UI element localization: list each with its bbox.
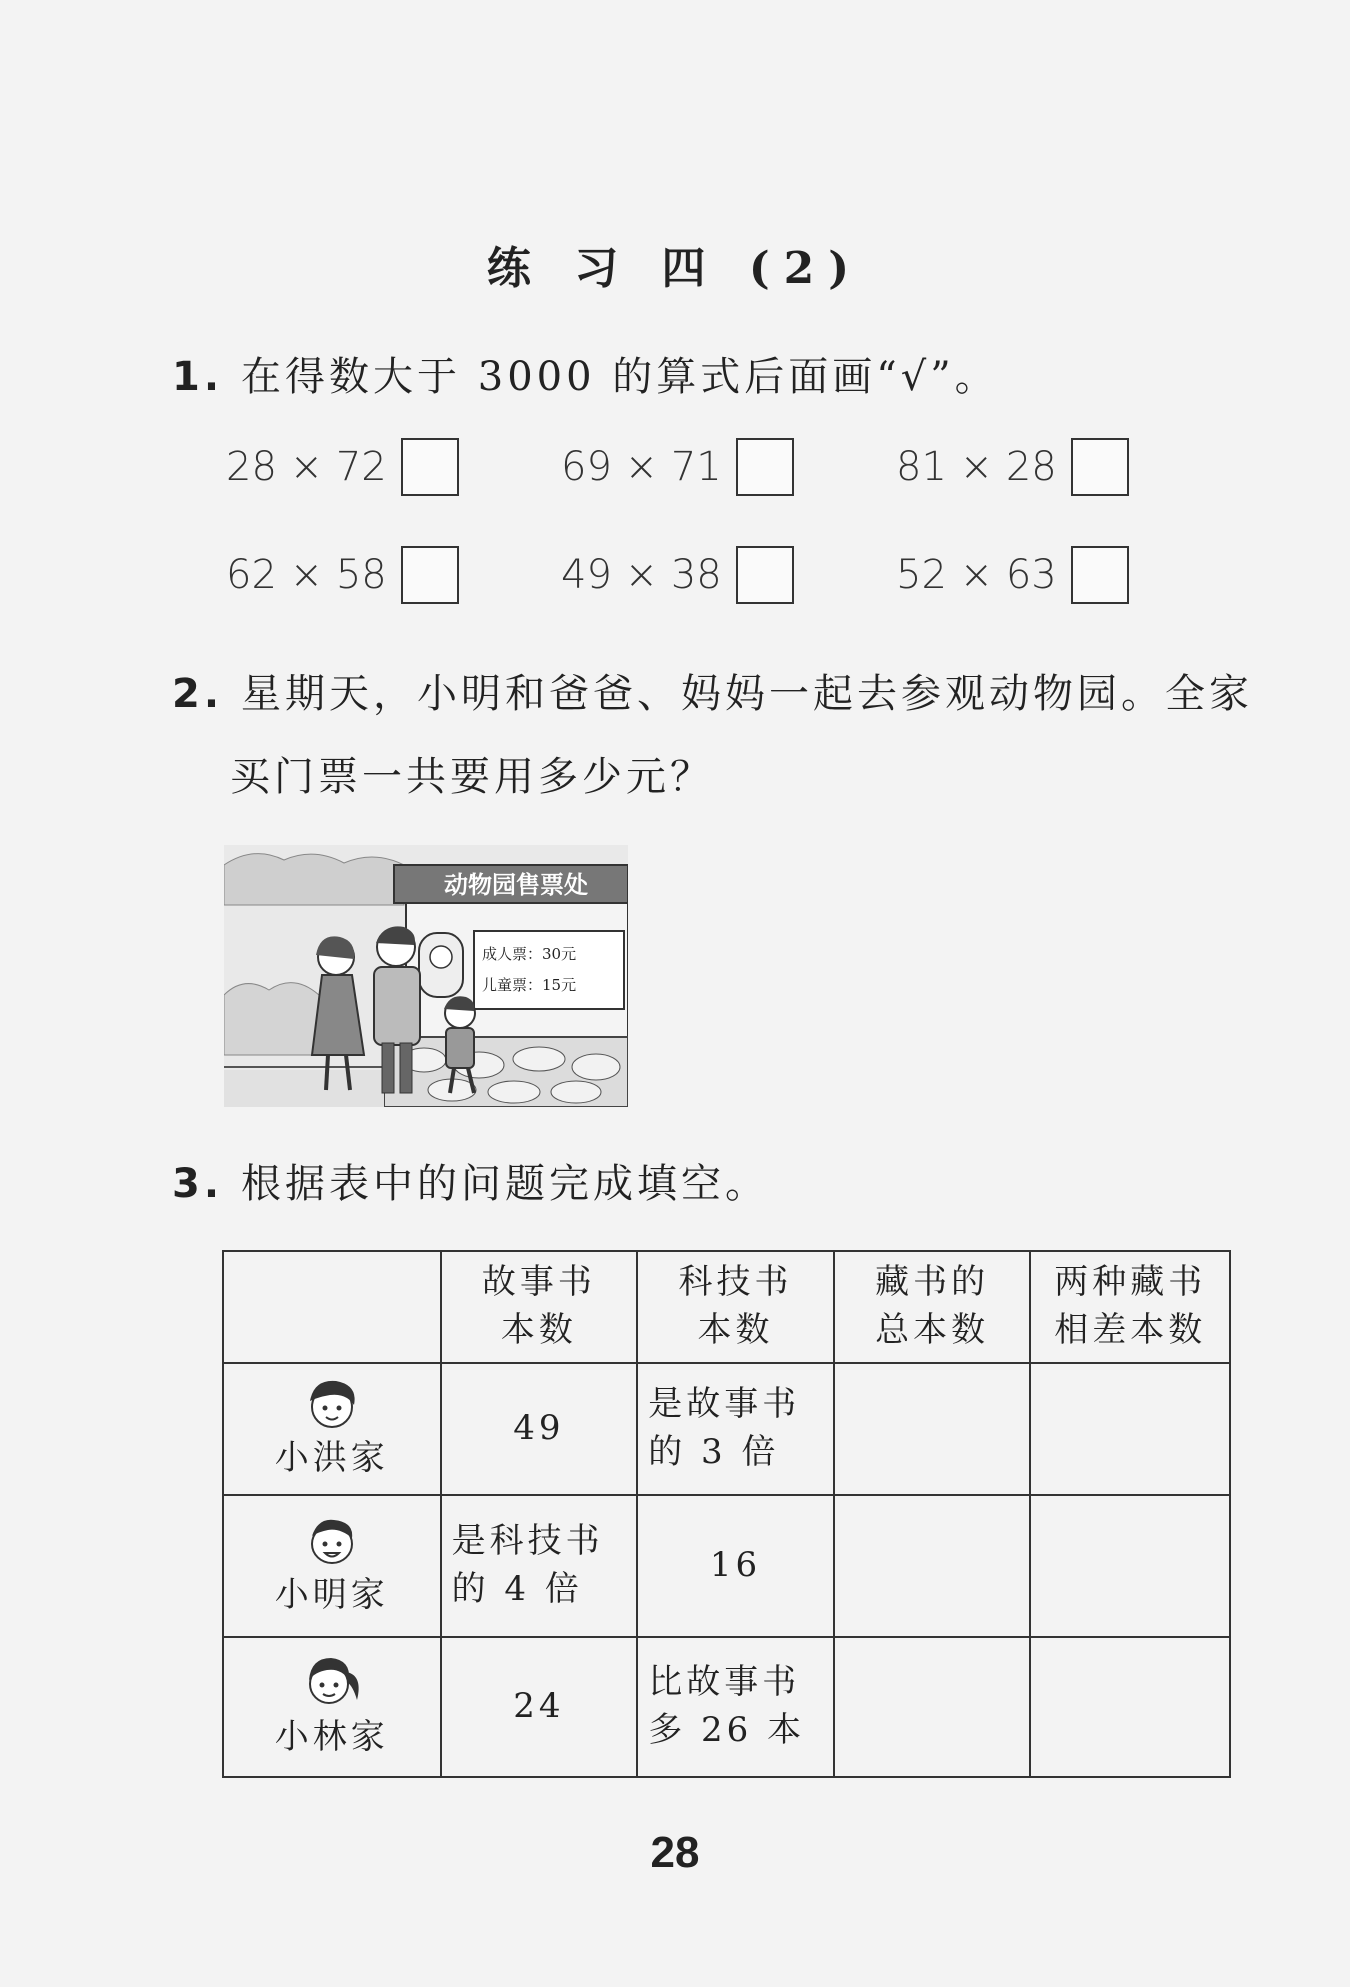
table-row xyxy=(223,1637,1230,1777)
family-cell xyxy=(223,1363,441,1495)
expression-item xyxy=(226,546,459,604)
question-2 xyxy=(172,662,1253,719)
expression-text: 62 × 58 xyxy=(226,552,387,598)
question-1 xyxy=(172,345,999,402)
question-number: 3. xyxy=(172,1161,224,1207)
difference-blank[interactable] xyxy=(1030,1637,1230,1777)
ticket-office-sign: 动物园售票处 xyxy=(444,871,588,899)
child-price: 儿童票：15元 xyxy=(482,976,577,994)
table-row xyxy=(223,1495,1230,1637)
page-title: 练 习 四 (2) xyxy=(486,243,864,294)
page-number: 28 xyxy=(650,1828,700,1877)
adult-price: 成人票：30元 xyxy=(482,945,577,963)
question-text: 在得数大于 3000 的算式后面画“√”。 xyxy=(241,354,999,400)
expression-text: 49 × 38 xyxy=(561,552,722,598)
zoo-ticket-illustration xyxy=(224,845,628,1107)
answer-box[interactable] xyxy=(736,546,794,604)
family-name: 小洪家 xyxy=(274,1438,389,1479)
story-book-count: 24 xyxy=(441,1637,638,1777)
tech-book-count: 比故事书 多 26 本 xyxy=(637,1637,834,1777)
boy-avatar-icon xyxy=(300,1375,364,1431)
total-books-blank[interactable] xyxy=(834,1495,1031,1637)
boy-avatar-icon xyxy=(300,1512,364,1568)
answer-box[interactable] xyxy=(1071,438,1129,496)
expression-item xyxy=(896,438,1129,496)
expression-text: 69 × 71 xyxy=(561,444,722,490)
expression-text: 52 × 63 xyxy=(896,552,1057,598)
answer-box[interactable] xyxy=(401,438,459,496)
answer-box[interactable] xyxy=(1071,546,1129,604)
difference-blank[interactable] xyxy=(1030,1363,1230,1495)
table-row xyxy=(223,1363,1230,1495)
price-board xyxy=(474,931,624,1009)
book-table xyxy=(222,1250,1231,1778)
story-book-count: 49 xyxy=(441,1363,638,1495)
expression-text: 28 × 72 xyxy=(226,444,387,490)
family-cell xyxy=(223,1637,441,1777)
girl-avatar-icon xyxy=(297,1652,367,1710)
family-name: 小明家 xyxy=(274,1575,389,1616)
total-books-blank[interactable] xyxy=(834,1637,1031,1777)
expression-item xyxy=(896,546,1129,604)
question-number: 2. xyxy=(172,671,224,717)
question-number: 1. xyxy=(172,354,224,400)
question-text: 星期天，小明和爸爸、妈妈一起去参观动物园。全家 xyxy=(241,671,1254,717)
difference-blank[interactable] xyxy=(1030,1495,1230,1637)
question-text: 根据表中的问题完成填空。 xyxy=(241,1161,770,1207)
expression-item xyxy=(561,546,794,604)
table-corner-cell xyxy=(223,1251,441,1363)
expression-item xyxy=(561,438,794,496)
family-name: 小林家 xyxy=(274,1717,389,1758)
tech-book-count: 是故事书 的 3 倍 xyxy=(637,1363,834,1495)
answer-box[interactable] xyxy=(401,546,459,604)
table-header-cell: 科技书 本数 xyxy=(637,1251,834,1363)
story-book-count: 是科技书 的 4 倍 xyxy=(441,1495,638,1637)
question-3 xyxy=(172,1152,769,1209)
family-cell xyxy=(223,1495,441,1637)
expression-item xyxy=(226,438,459,496)
table-header-cell: 故事书 本数 xyxy=(441,1251,638,1363)
table-header-cell: 藏书的 总本数 xyxy=(834,1251,1031,1363)
answer-box[interactable] xyxy=(736,438,794,496)
question-text-line2: 买门票一共要用多少元？ xyxy=(230,754,714,800)
tech-book-count: 16 xyxy=(637,1495,834,1637)
table-header-row xyxy=(223,1251,1230,1363)
total-books-blank[interactable] xyxy=(834,1363,1031,1495)
table-header-cell: 两种藏书 相差本数 xyxy=(1030,1251,1230,1363)
expression-text: 81 × 28 xyxy=(896,444,1057,490)
